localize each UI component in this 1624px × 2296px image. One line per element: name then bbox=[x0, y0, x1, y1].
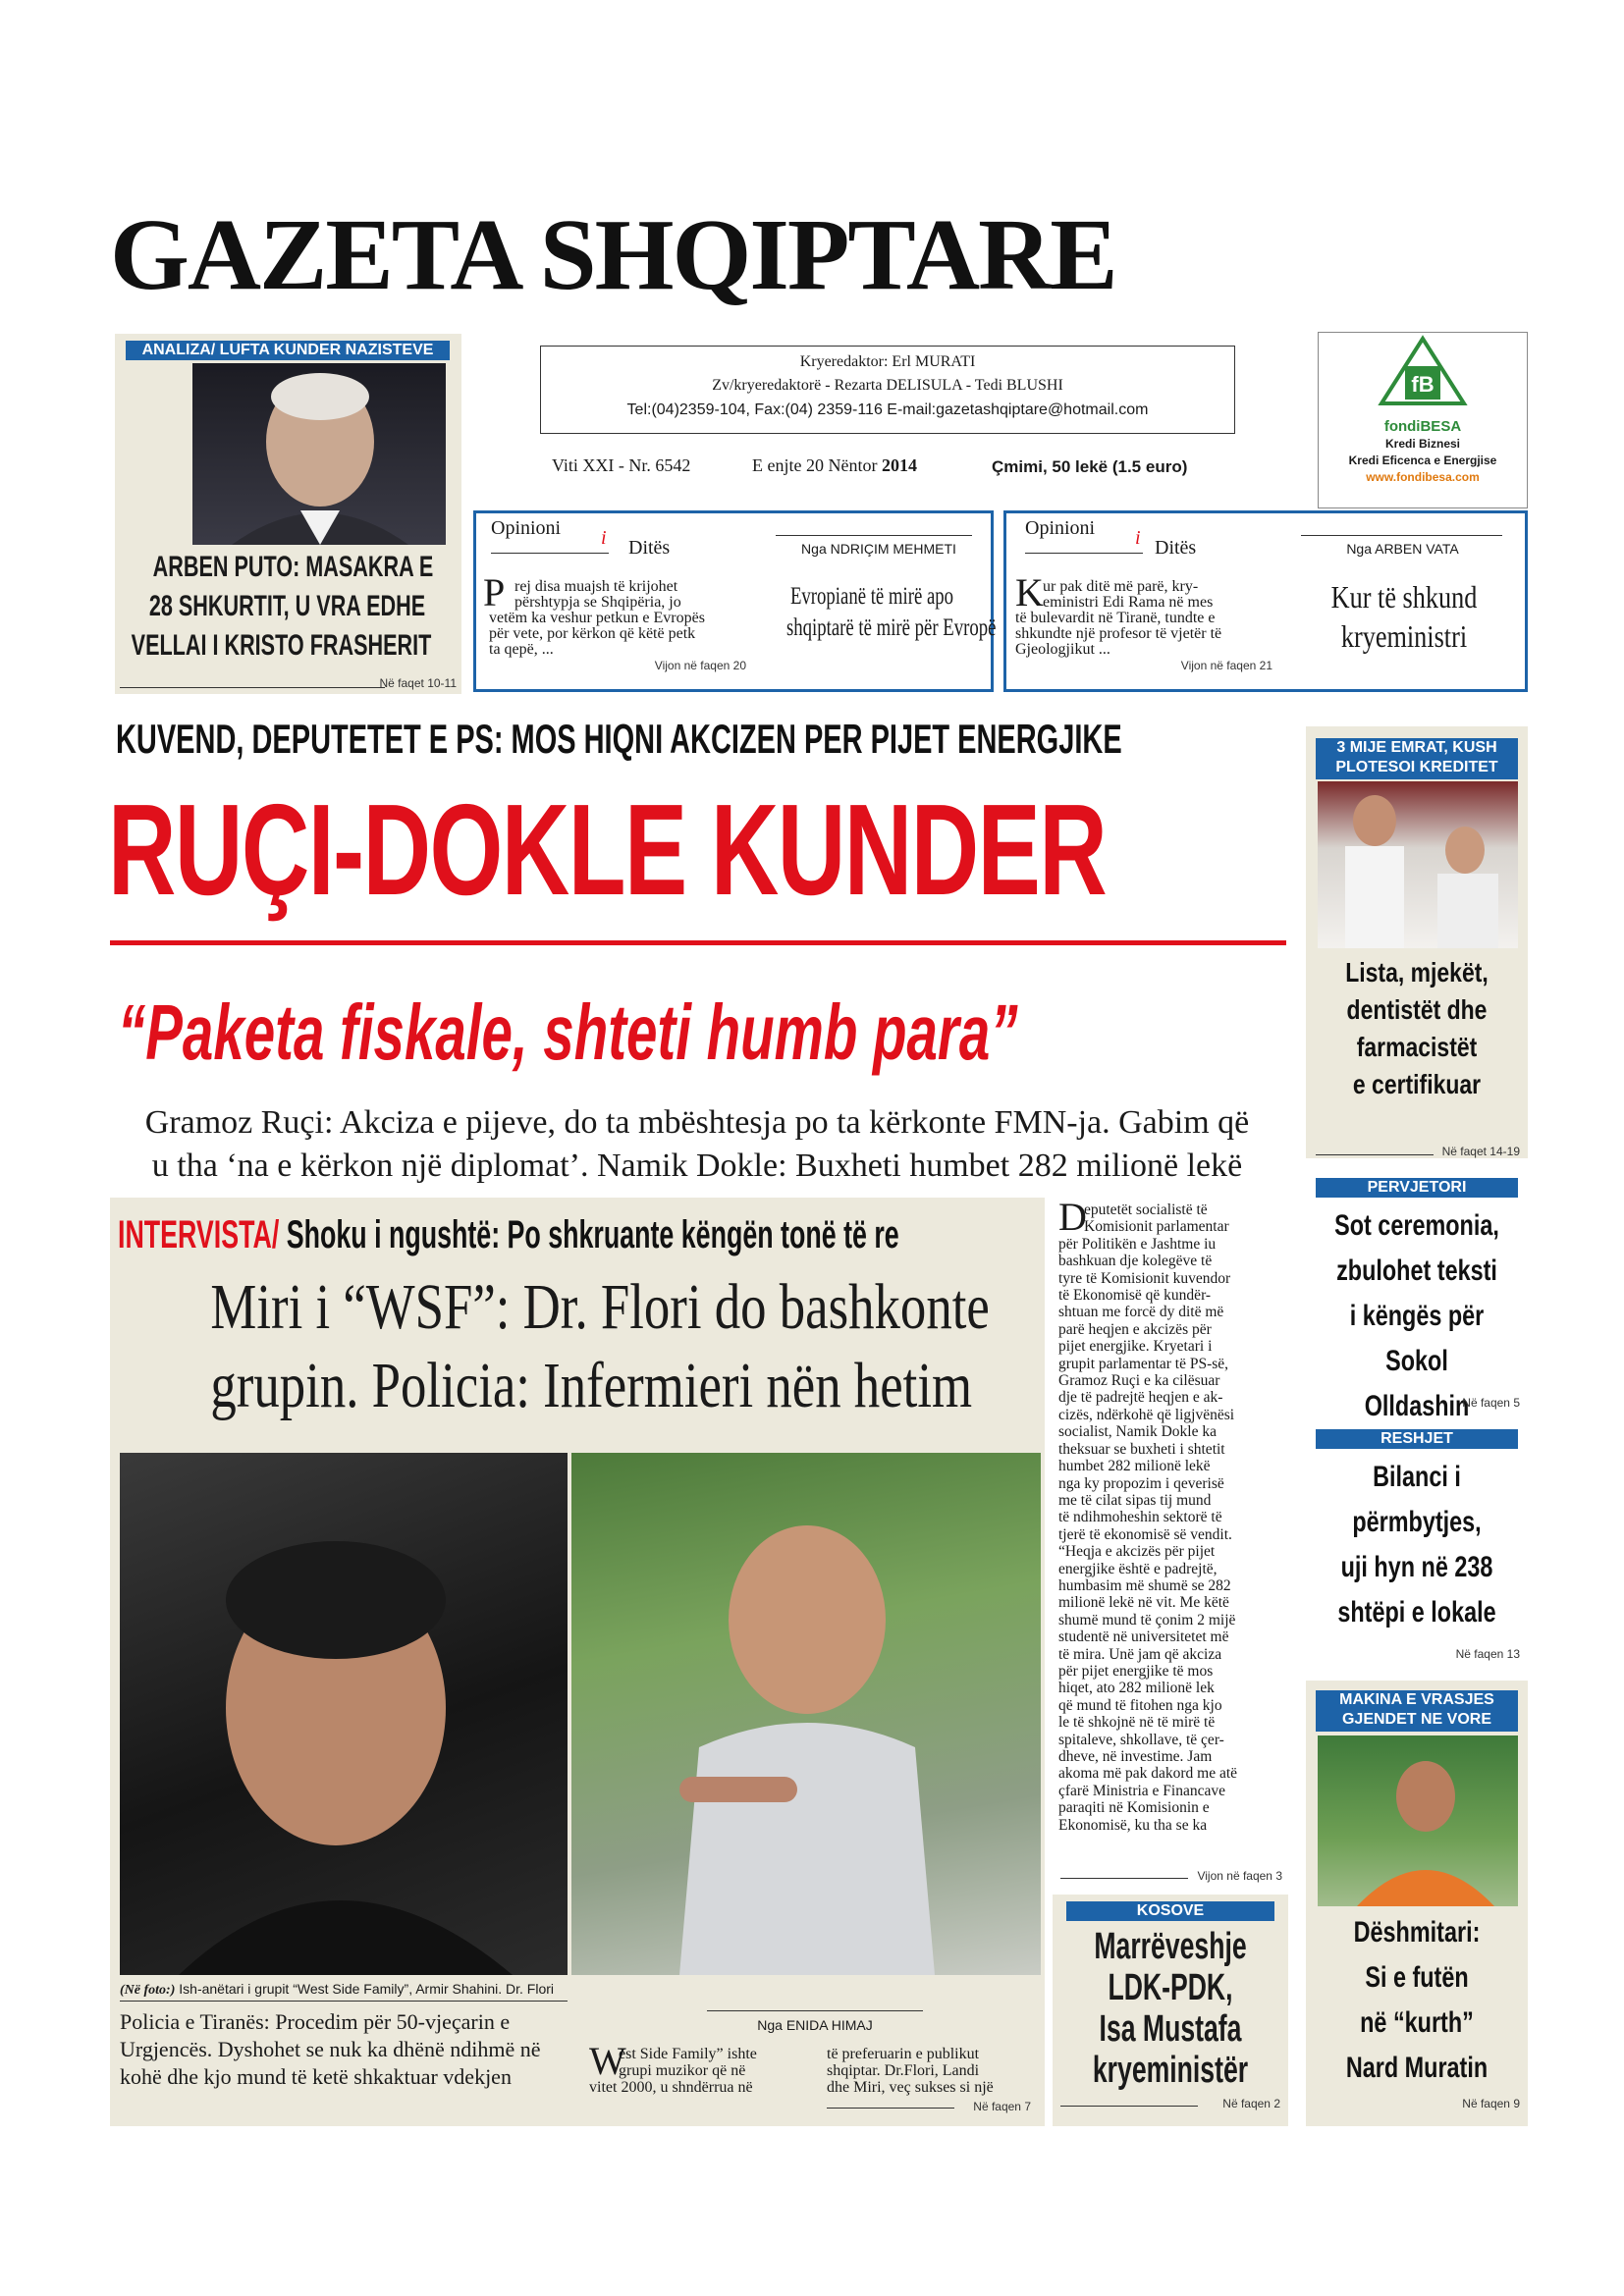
main-body-dropcap: D bbox=[1058, 1195, 1087, 1239]
issue-price: Çmimi, 50 lekë (1.5 euro) bbox=[992, 457, 1188, 476]
fondibesa-ad[interactable] bbox=[1318, 332, 1528, 508]
svg-text:fB: fB bbox=[1411, 372, 1435, 397]
main-body-line: shumë mund të çonim 2 mijë bbox=[1058, 1611, 1236, 1629]
main-headline-rule bbox=[110, 940, 1286, 945]
interview-col-1: est Side Family” ishte grupi muzikor që në vitet 2000, u shndërrua në bbox=[589, 2046, 757, 2096]
main-body-line: socialist, Namik Dokle ka bbox=[1058, 1423, 1217, 1441]
main-body-line: grupit parlamentar të PS-së, bbox=[1058, 1355, 1229, 1372]
main-body-ref: Vijon në faqen 3 bbox=[1197, 1869, 1282, 1883]
opinion-2-text: ur pak ditë më parë, kry- eministri Edi Rama në mes të bulevardit në Tiranë, tundte e shkundte një profesor të vjetër të Gjeologjikut ... bbox=[1015, 578, 1222, 658]
kosove-ref: Në faqen 2 bbox=[1222, 2097, 1280, 2110]
interview-byline-rule bbox=[707, 2010, 923, 2011]
dr-flori-photo bbox=[571, 1453, 1041, 1975]
editorial-box bbox=[540, 346, 1235, 434]
opinion-1-byline: Nga NDRIÇIM MEHMETI bbox=[801, 541, 956, 557]
left-teaser-headline: ARBEN PUTO: MASAKRA E 28 SHKURTIT, U VRA EDHE VELLAI I KRISTO FRASHERIT bbox=[131, 551, 434, 662]
main-body-line: hiqet, ato 282 milionë lek bbox=[1058, 1680, 1215, 1697]
main-body-line: çfarë Ministria e Financave bbox=[1058, 1782, 1225, 1799]
opinion-1-dropcap: P bbox=[483, 570, 506, 614]
opinion-1-text: rej disa muajsh të krijohet përshtypja se Shqipëria, jo vetëm ka veshur petkun e Evropës për vete, por kërkon që këtë petk ta qepë, ... bbox=[489, 578, 705, 658]
main-body-line: dheve, në investime. Jam bbox=[1058, 1748, 1213, 1765]
sidebar-2-label: PERVJETORI bbox=[1316, 1178, 1518, 1198]
main-subhead: “Paketa fiskale, shteti humb para” bbox=[118, 988, 1018, 1076]
sidebar-3-headline: Bilanci i përmbytjes, uji hyn në 238 shtëpi e lokale bbox=[1337, 1461, 1496, 1629]
sidebar-4-label: MAKINA E VRASJES GJENDET NE VORE bbox=[1316, 1690, 1518, 1732]
main-body-line: cizës, ndërkohë që ligjvënësi bbox=[1058, 1406, 1235, 1423]
main-body-line: humbet 282 milionë lekë bbox=[1058, 1458, 1211, 1475]
opinion-1-top-rule bbox=[776, 535, 972, 536]
issue-number: Viti XXI - Nr. 6542 bbox=[552, 455, 691, 475]
deputies-line: Zv/kryeredaktorë - Rezarta DELISULA - Tedi BLUSHI bbox=[712, 377, 1063, 394]
kosove-rule bbox=[1060, 2106, 1198, 2107]
interview-police-text: Policia e Tiranës: Procedim për 50-vjeçarin e Urgjencës. Dyshohet se nuk ka dhënë ndihmë në kohë dhe kjo mund të ketë shkaktuar vdekjen bbox=[120, 2009, 541, 2089]
opinion-2-tag: Opinioni i Ditës bbox=[1025, 517, 1197, 559]
contacts-line: Tel:(04)2359-104, Fax:(04) 2359-116 E-mail:gazetashqiptare@hotmail.com bbox=[626, 401, 1149, 418]
sidebar-4-ref: Në faqen 9 bbox=[1462, 2097, 1520, 2110]
armir-shahini-photo bbox=[120, 1453, 568, 1975]
main-body-line: humbasim më shumë se 282 bbox=[1058, 1576, 1231, 1594]
interview-kicker: INTERVISTA/ Shoku i ngushtë: Po shkruante këngën tonë të re bbox=[118, 1213, 899, 1256]
main-body-line: akoma më pak dakord me atë bbox=[1058, 1765, 1238, 1783]
main-kicker: KUVEND, DEPUTETET E PS: MOS HIQNI AKCIZEN PER PIJET ENERGJIKE bbox=[116, 716, 1122, 762]
left-teaser-rule bbox=[120, 687, 385, 688]
opinion-1-tag: Opinioni i Ditës bbox=[491, 517, 671, 559]
opinion-1-ref: Vijon në faqen 20 bbox=[654, 659, 746, 672]
doctors-photo bbox=[1318, 781, 1518, 948]
ad-line1: Kredi Biznesi bbox=[1384, 437, 1461, 451]
main-body-line: studentë në universitetet më bbox=[1058, 1629, 1229, 1646]
interview-photo-caption: (Në foto:) Ish-anëtari i grupit “West Side Family”, Armir Shahini. Dr. Flori bbox=[120, 1981, 555, 1998]
main-body-line: nga ky propozim i qeverisë bbox=[1058, 1474, 1224, 1492]
main-body-line: Gramoz Ruçi e ka cilësuar bbox=[1058, 1372, 1220, 1390]
main-body-line: Komisionit parlamentar bbox=[1084, 1218, 1229, 1236]
interview-headline: Miri i “WSF”: Dr. Flori do bashkonte grupin. Policia: Infermieri nën hetim bbox=[210, 1271, 990, 1421]
interview-byline: Nga ENIDA HIMAJ bbox=[757, 2017, 873, 2033]
main-body-line: Ekonomisë, ku tha se ka bbox=[1058, 1816, 1208, 1834]
ad-line2: Kredi Eficenca e Energjise bbox=[1348, 454, 1497, 467]
left-teaser-ref: Në faqet 10-11 bbox=[379, 676, 457, 690]
main-body-line: që mund të fitohen nga kjo bbox=[1058, 1696, 1222, 1714]
sidebar-2-headline: Sot ceremonia, zbulohet teksti i këngës për Sokol Olldashin bbox=[1334, 1209, 1499, 1422]
opinion-1-headline: Evropianë të mirë apo shqiptarë të mirë për Evropë bbox=[786, 583, 997, 641]
opinion-2-byline: Nga ARBEN VATA bbox=[1346, 541, 1459, 557]
main-body bbox=[1058, 1201, 1282, 1834]
main-body-line: paraqiti në Komisionin e bbox=[1058, 1799, 1210, 1817]
main-body-line: eputetët socialistë të bbox=[1084, 1201, 1208, 1218]
sidebar-1-ref: Në faqet 14-19 bbox=[1441, 1145, 1520, 1158]
ad-url: www.fondibesa.com bbox=[1366, 470, 1480, 484]
left-teaser-label: ANALIZA/ LUFTA KUNDER NAZISTEVE bbox=[126, 341, 450, 360]
main-body-line: milionë lekë në vit. Me këtë bbox=[1058, 1594, 1229, 1612]
opinion-2-headline: Kur të shkund kryeministri bbox=[1330, 579, 1478, 654]
main-headline: RUÇI-DOKLE KUNDER bbox=[108, 777, 1107, 922]
arben-puto-photo bbox=[192, 363, 446, 545]
kosove-headline: Marrëveshje LDK-PDK, Isa Mustafa kryeministër bbox=[1092, 1926, 1249, 2091]
interview-dropcap: W bbox=[589, 2039, 626, 2083]
main-body-line: parë heqjen e akcizës për bbox=[1058, 1320, 1212, 1338]
main-body-line: bashkuan dje kolegëve të bbox=[1058, 1253, 1213, 1270]
main-body-line: dje të padrejtë heqjen e ak- bbox=[1058, 1389, 1223, 1407]
main-body-line: pijet energjike. Kryetari i bbox=[1058, 1338, 1213, 1356]
sidebar-1-label: 3 MIJE EMRAT, KUSH PLOTESOI KREDITET bbox=[1316, 738, 1518, 779]
sidebar-3-label: RESHJET bbox=[1316, 1429, 1518, 1449]
main-body-line: për pijet energjike të mos bbox=[1058, 1662, 1214, 1680]
main-body-line: theksuar se buxheti i shtetit bbox=[1058, 1440, 1225, 1458]
main-body-line: le të shkojnë në të mirë të bbox=[1058, 1714, 1216, 1732]
witness-photo bbox=[1318, 1735, 1518, 1906]
main-body-line: me të cilat sipas tij mund bbox=[1058, 1491, 1212, 1509]
opinion-2-dropcap: K bbox=[1015, 570, 1044, 614]
main-body-line: për Politikën e Jashtme iu bbox=[1058, 1235, 1217, 1253]
main-body-line: shtuan me forcë dy ditë më bbox=[1058, 1304, 1224, 1321]
main-body-line: tyre të Komisionit kuvendor bbox=[1058, 1269, 1231, 1287]
issue-date: E enjte 20 Nëntor 2014 bbox=[752, 455, 917, 475]
main-body-line: të ndihmoheshin sektorë të bbox=[1058, 1509, 1222, 1526]
sidebar-2-ref: Në faqen 5 bbox=[1462, 1396, 1520, 1410]
main-body-line: të mira. Unë jam që akciza bbox=[1058, 1645, 1222, 1663]
masthead-title: GAZETA SHQIPTARE bbox=[110, 198, 1116, 311]
opinion-2-ref: Vijon në faqen 21 bbox=[1180, 659, 1272, 672]
editor-line: Kryeredaktor: Erl MURATI bbox=[799, 353, 976, 370]
sidebar-1-headline: Lista, mjekët, dentistët dhe farmacistët e certifikuar bbox=[1345, 957, 1489, 1099]
opinion-2-top-rule bbox=[1301, 535, 1502, 536]
interview-ref: Në faqen 7 bbox=[973, 2100, 1031, 2113]
main-deck: Gramoz Ruçi: Akciza e pijeve, do ta mbështesja po ta kërkonte FMN-ja. Gabim që u tha ‘na e kërkon një diplomat’. Namik Dokle: Buxheti humbet 282 milionë lekë bbox=[144, 1104, 1250, 1184]
main-body-line: spitaleve, shkollave, të çer- bbox=[1058, 1731, 1224, 1748]
interview-col-2: të preferuarin e publikut shqiptar. Dr.Flori, Landi dhe Miri, veç sukses si një bbox=[827, 2046, 994, 2096]
main-body-line: tjerë të ekonomisë së vendit. bbox=[1058, 1525, 1232, 1543]
sidebar-3-ref: Në faqen 13 bbox=[1455, 1647, 1520, 1661]
interview-caption-rule bbox=[120, 2001, 568, 2002]
ad-brand: fondiBESA bbox=[1383, 418, 1462, 435]
kosove-label: KOSOVE bbox=[1066, 1901, 1274, 1921]
sidebar-4-headline: Dëshmitari: Si e futën në “kurth” Nard Muratin bbox=[1345, 1916, 1489, 2084]
fondibesa-logo bbox=[1374, 335, 1472, 413]
main-body-line: energjike është e padrejtë, bbox=[1058, 1560, 1218, 1577]
main-body-line: të Ekonomisë që kundër- bbox=[1058, 1287, 1212, 1305]
main-body-line: “Heqja e akcizës për pijet bbox=[1058, 1543, 1216, 1561]
